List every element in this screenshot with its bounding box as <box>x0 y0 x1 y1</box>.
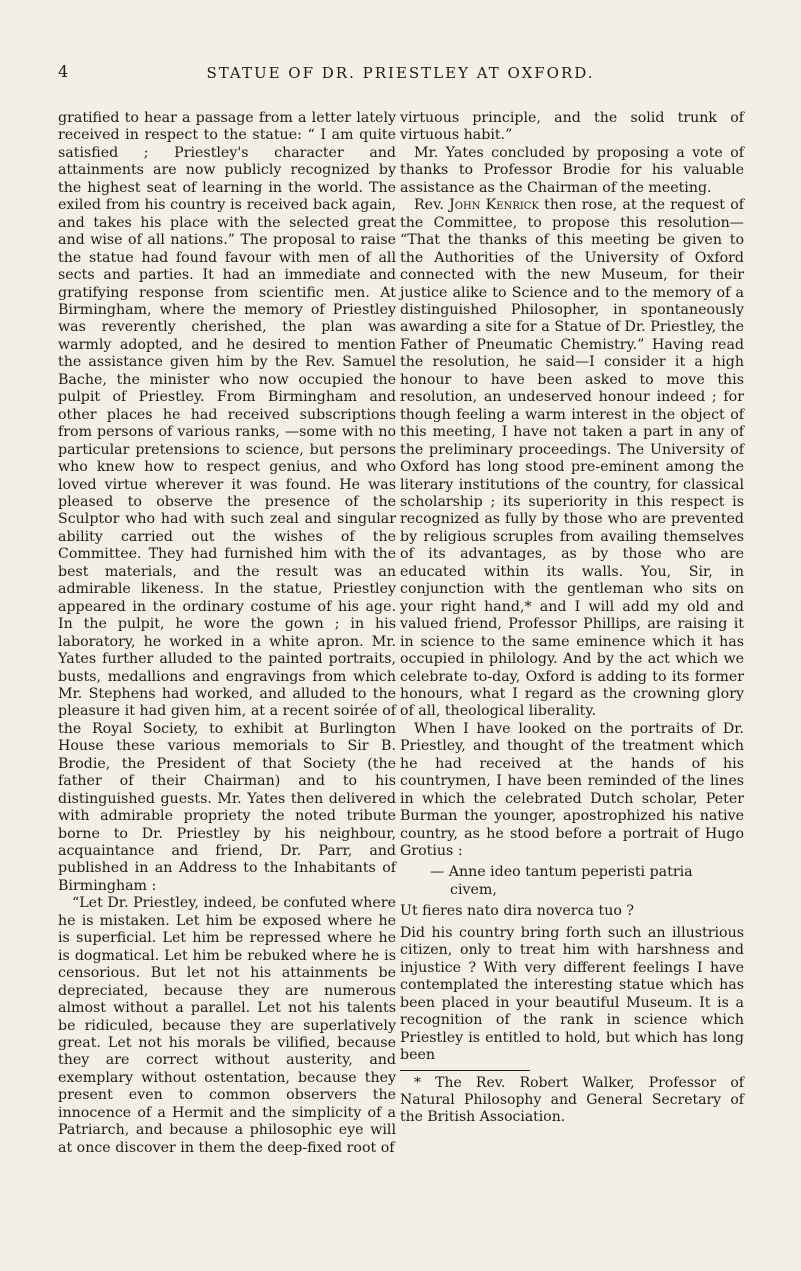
footnote: * The Rev. Robert Walker, Professor of Natural Philosophy and General Secretary of the British Association. <box>400 1075 744 1126</box>
verse-line: — Anne ideo tantum peperisti patria <box>430 864 693 881</box>
speaker-name: John Kenrick <box>449 197 539 214</box>
paragraph <box>400 197 744 721</box>
paragraph: virtuous principle, and the solid trunk of virtuous habit.” <box>400 110 744 144</box>
title-prefix: Rev. <box>414 197 444 214</box>
right-column <box>400 110 744 1126</box>
running-head: STATUE OF DR. PRIESTLEY AT OXFORD. <box>206 64 595 82</box>
paragraph: When I have looked on the portraits of Dr. Priestley, and thought of the treatment which he had received at the hands of his countrymen, I have been reminded of the lines in which the celebrated Dutch scholar, Peter Burman the younger, apostrophized his native country, as he stood before a portrait of Hugo Grotius : <box>400 720 744 860</box>
paragraph: Did his country bring forth such an illustrious citizen, only to treat him with harshness and injustice ? With very different feelings I have contemplated the interesting statue which has been placed in your beautiful Museum. It is a recognition of the rank in science which Priestley is entitled to hold, but which has long been <box>400 924 744 1064</box>
verse-line: civem, <box>450 881 497 898</box>
page-number: 4 <box>58 62 69 81</box>
latin-verse <box>400 903 744 920</box>
left-column <box>58 110 396 1157</box>
paragraph-text: then rose, at the request of the Committee, to propose this resolution— “That the thanks of this meeting be given to the Authorities of the University of Oxford connected with the new Museum, for their justice alike to Science and to the memory of a distinguished Philosopher, in spontaneously awarding a site for a Statue of Dr. Priestley, the Father of Pneumatic Chemistry.” Having read the resolution, he said—I consider it a high honour to have been asked to move this resolution, an undeserved honour indeed ; for though feeling a warm interest in the object of this meeting, I have not taken a part in any of the preliminary proceedings. The University of Oxford has long stood pre-eminent among the literary institutions of the country, for classical scholarship ; its superiority in this respect is recognized as fully by those who are prevented by religious scruples from availing themselves of its advantages, as by those who are educated within its walls. You, Sir, in conjunction with the gentleman who sits on your right hand,* and I will add my old and valued friend, Professor Phillips, are raising it in science to the same eminence which it has occupied in philology. And by the act which we celebrate to-day, Oxford is adding to its former honours, what I regard as the crowning glory of all, theological liberality. <box>400 197 744 720</box>
latin-verse <box>430 864 744 899</box>
parr-quotation: “Let Dr. Priestley, indeed, be confuted where he is mistaken. Let him be exposed where he is superficial. Let him be repressed where he is dogmatical. Let him be rebuked where he is censorious. But let not his attainments be depreciated, because they are numerous almost without a parallel. Let not his talents be ridiculed, because they are superlatively great. Let not his morals be vilified, because they are correct without austerity, and exemplary without ostentation, because they present even to common observers the innocence of a Hermit and the simplicity of a Patriarch, and because a philosophic eye will at once discover in them the deep-fixed root of <box>58 895 396 1156</box>
paragraph: Mr. Yates concluded by proposing a vote of thanks to Professor Brodie for his valuable assistance as the Chairman of the meeting. <box>400 144 744 196</box>
verse-line: Ut fieres nato dira noverca tuo ? <box>400 903 634 920</box>
footnote-rule <box>400 1070 530 1071</box>
paragraph: gratified to hear a passage from a letter lately received in respect to the statue: “ I am quite satisfied ; Priestley's character and attainments are now publicly recognized by the highest seat of learning in the world. The exiled from his country is received back again, and takes his place with the selected great and wise of all nations.” The proposal to raise the statue had found favour with men of all sects and parties. It had an immediate and gratifying response from scientific men. At Birmingham, where the memory of Priestley was reverently cherished, the plan was warmly adopted, and he desired to mention the assistance given him by the Rev. Samuel Bache, the minister who now occupied the pulpit of Priestley. From Birmingham and other places he had received subscriptions from persons of various ranks, —some with no particular pretensions to science, but persons who knew how to respect genius, and who loved virtue wherever it was found. He was pleased to observe the presence of the Sculptor who had with such zeal and singular ability carried out the wishes of the Committee. They had furnished him with the best materials, and the result was an admirable likeness. In the statue, Priestley appeared in the ordinary costume of his age. In the pulpit, he wore the gown ; in his laboratory, he worked in a white apron. Mr. Yates further alluded to the painted portraits, busts, medallions and engravings from which Mr. Stephens had worked, and alluded to the pleasure it had given him, at a recent soirée of the Royal Society, to exhibit at Burlington House these various memorials to Sir B. Brodie, the President of that Society (the father of their Chairman) and to his distinguished guests. Mr. Yates then delivered with admirable propriety the noted tribute borne to Dr. Priestley by his neighbour, acquaintance and friend, Dr. Parr, and published in an Address to the Inhabitants of Birmingham : <box>58 110 396 894</box>
